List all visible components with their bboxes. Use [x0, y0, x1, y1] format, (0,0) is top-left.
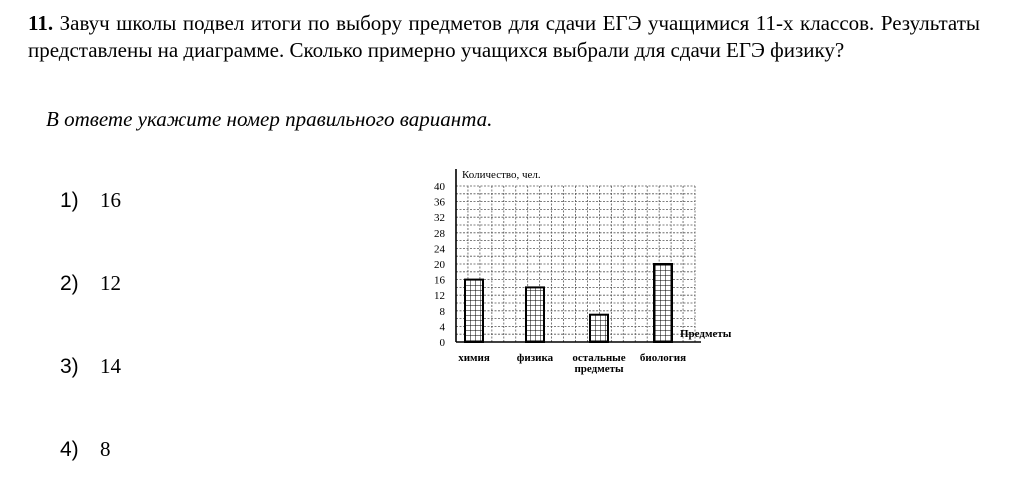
option-number: 3) [60, 355, 79, 378]
category-label: физика [516, 352, 554, 364]
y-tick-label: 0 [439, 337, 445, 349]
y-tick-label: 20 [434, 259, 445, 271]
problem-text [28, 10, 980, 64]
category-label: остальные [572, 352, 626, 364]
y-axis-label: Количество, чел. [462, 169, 541, 181]
bar-2 [526, 287, 544, 342]
category-label: предметы [574, 363, 624, 375]
category-label: биология [639, 352, 687, 364]
category-label: химия [458, 352, 490, 364]
y-tick-label: 32 [434, 212, 445, 225]
option-number: 1) [60, 189, 79, 212]
y-tick-label: 4 [439, 321, 445, 334]
answer-instruction: В ответе укажите номер правильного варианта. [46, 107, 493, 131]
y-tick-label: 24 [434, 243, 445, 256]
option-3[interactable] [60, 354, 121, 384]
option-value: 16 [100, 188, 121, 212]
bar-3 [590, 315, 608, 342]
bar-4 [654, 264, 672, 342]
option-value: 12 [100, 271, 121, 295]
option-value: 14 [100, 354, 121, 378]
y-tick-label: 36 [434, 196, 445, 209]
problem-statement: Завуч школы подвел итоги по выбору предметов для сдачи ЕГЭ учащимися 11-х классов. Результаты представлены на диаграмме. Сколько примерно учащихся выбрали для сдачи ЕГЭ физику? [28, 11, 980, 62]
x-axis-label: Предметы [680, 328, 732, 340]
y-tick-label: 12 [434, 290, 445, 303]
option-4[interactable] [60, 437, 111, 467]
y-tick-label: 28 [434, 227, 445, 240]
problem-number: 11. [28, 11, 54, 35]
bar-chart [420, 165, 765, 380]
option-1[interactable] [60, 188, 121, 218]
bar-1 [465, 280, 483, 342]
option-value: 8 [100, 437, 111, 461]
y-tick-label: 16 [434, 274, 445, 287]
y-tick-label: 8 [439, 305, 445, 318]
option-number: 4) [60, 438, 79, 461]
option-2[interactable] [60, 271, 121, 301]
option-number: 2) [60, 272, 79, 295]
y-tick-label: 40 [434, 181, 445, 193]
